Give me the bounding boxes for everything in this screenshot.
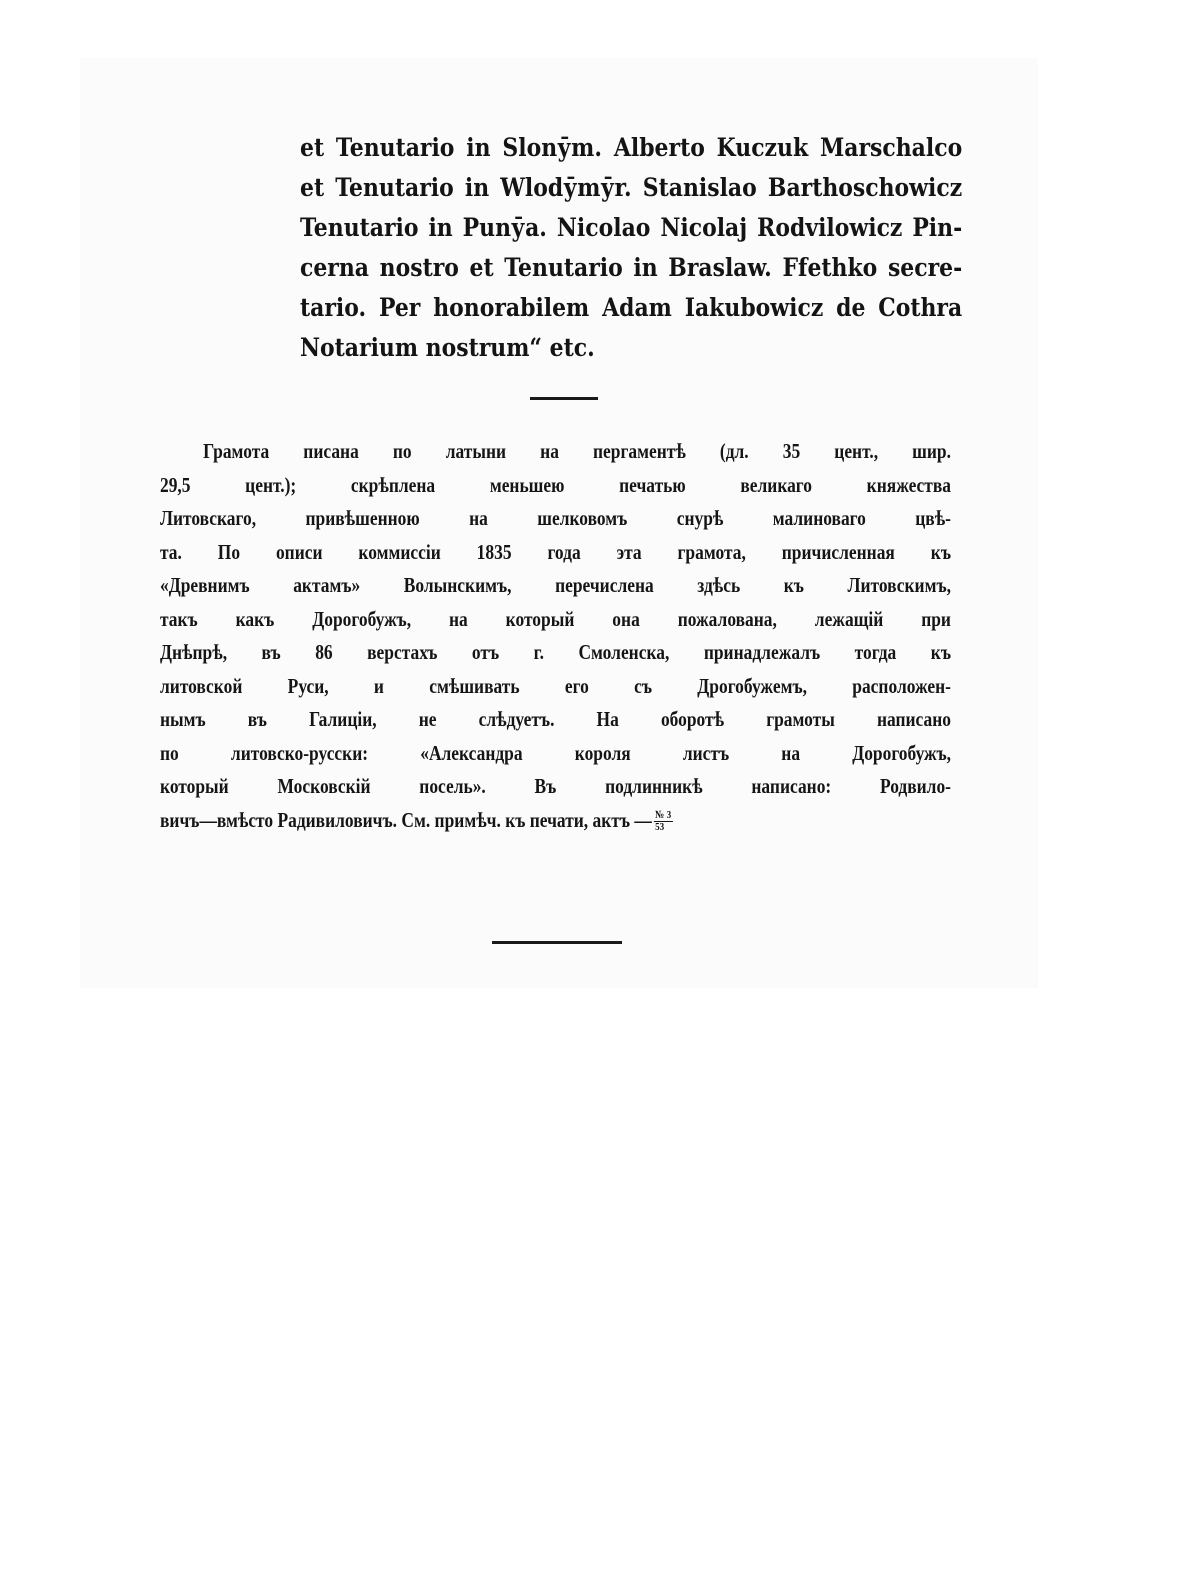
editorial-note [160,435,951,837]
latin-line-2: et Tenutario in Wlodӯmӯr. Stanislao Barthoschowicz [300,173,963,203]
act-number-fraction [653,810,672,833]
latin-charter-text [300,128,962,368]
note-line-2: 29,5 цент.); скрѣплена меньшею печатью великаго княжества [160,472,951,497]
note-line-1: Грамота писана по латыни на пергаментѣ (дл. 35 цент., шир. [203,439,951,463]
latin-line-4: cerna nostro et Tenutario in Braslaw. Ffethko secre- [300,253,963,283]
latin-line-5: tario. Per honorabilem Adam Iakubowicz de Cothra [300,293,963,323]
note-line-11: который Московскій посель». Въ подлинникѣ написано: Родвило- [160,774,951,798]
note-line-6: такъ какъ Дорогобужъ, на который она пожалована, лежащій при [160,606,951,631]
note-line-8: литовской Руси, и смѣшивать его съ Дрогобужемъ, расположен- [160,673,951,698]
act-fraction-numerator: № 3 [655,809,672,822]
note-line-5: «Древнимъ актамъ» Волынскимъ, перечислена здѣсь къ Литовскимъ, [160,573,951,597]
note-line-3: Литовскаго, привѣшенною на шелковомъ снурѣ малиноваго цвѣ- [160,506,951,530]
latin-line-6: Notarium nostrum“ etc. [300,333,595,363]
note-line-10: по литовско-русски: «Александра короля листъ на Дорогобужъ, [160,740,951,765]
note-line-12-text: вичъ—вмѣсто Радивиловичъ. См. примѣч. къ печати, актъ — [160,807,652,832]
section-divider [530,397,598,400]
latin-line-1: et Tenutario in Slonӯm. Alberto Kuczuk Marschalco [300,133,963,163]
note-line-7: Днѣпрѣ, въ 86 верстахъ отъ г. Смоленска, принадлежалъ тогда къ [160,640,951,664]
latin-line-3: Tenutario in Punӯa. Nicolao Nicolaj Rodvilowicz Pin- [300,213,963,243]
end-divider [492,941,622,944]
note-line-4: та. По описи коммиссіи 1835 года эта грамота, причисленная къ [160,539,951,564]
note-line-9: нымъ въ Галиціи, не слѣдуетъ. На оборотѣ грамоты написано [160,707,951,731]
note-line-12 [160,804,951,838]
act-fraction-denominator: 53 [655,821,665,834]
